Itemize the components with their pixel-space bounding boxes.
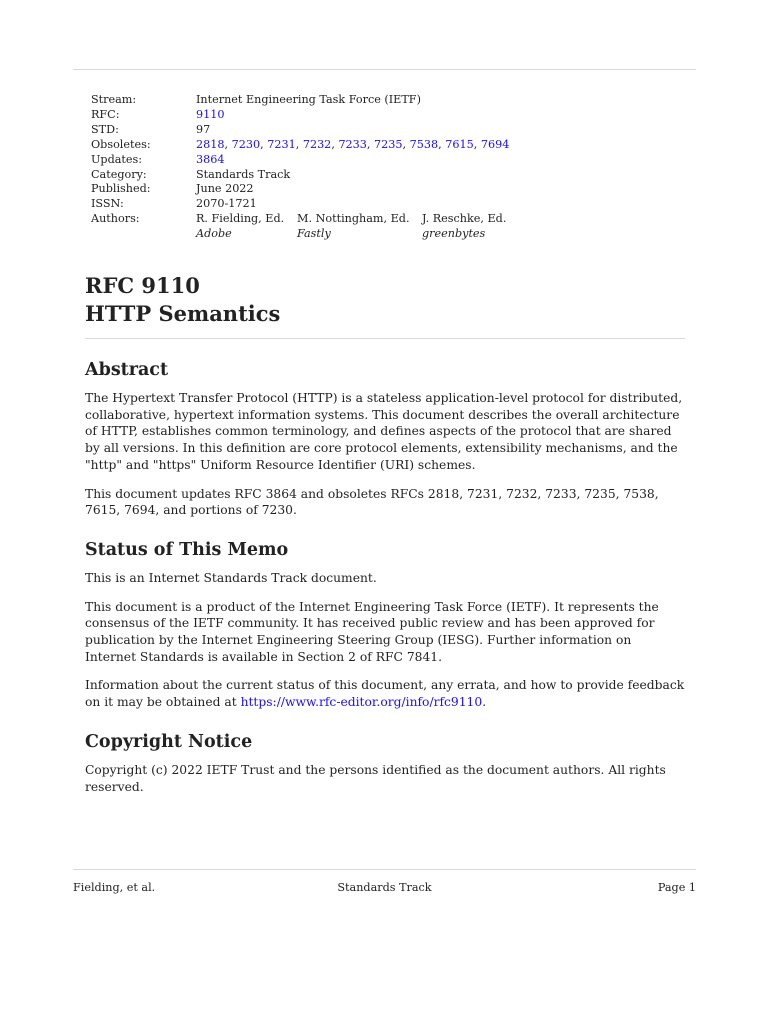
obsoletes-link[interactable]: 7235 [374, 137, 403, 151]
document-metadata [91, 93, 542, 242]
meta-value-published: June 2022 [196, 182, 254, 196]
meta-authors [91, 212, 542, 242]
obsoletes-link[interactable]: 7615 [445, 137, 474, 151]
author [196, 212, 297, 242]
author-organization: greenbytes [422, 227, 486, 241]
meta-key-authors: Authors: [91, 212, 140, 226]
footer-page-number: Page 1 [657, 881, 696, 894]
author-name: J. Reschke, Ed. [422, 212, 507, 226]
meta-obsoletes [91, 138, 542, 153]
obsoletes-list: 2818, 7230, 7231, 7232, 7233, 7235, 7538, 7615, 7694 [196, 137, 510, 151]
obsoletes-link[interactable]: 7694 [480, 137, 510, 151]
obsoletes-link[interactable]: 7538 [409, 137, 439, 151]
author [297, 212, 422, 242]
obsoletes-link[interactable]: 7230 [231, 137, 261, 151]
obsoletes-link[interactable]: 7233 [338, 137, 367, 151]
obsoletes-link[interactable]: 2818 [196, 137, 225, 151]
meta-key-category: Category: [91, 167, 147, 181]
author-name: M. Nottingham, Ed. [297, 212, 410, 226]
meta-key-obsoletes: Obsoletes: [91, 137, 151, 151]
meta-issn [91, 197, 542, 212]
meta-value-stream: Internet Engineering Task Force (IETF) [196, 93, 421, 106]
meta-key-issn: ISSN: [91, 197, 124, 211]
meta-rfc [91, 108, 542, 123]
meta-key-rfc: RFC: [91, 107, 120, 121]
obsoletes-link[interactable]: 7231 [267, 137, 296, 151]
status-text: Information about the current status of this document, any errata, and how to provide feedback on it may be obtained at [85, 678, 685, 710]
author-name: R. Fielding, Ed. [196, 212, 285, 226]
copyright-paragraph: Copyright (c) 2022 IETF Trust and the persons identified as the document authors. All rights reserved. [85, 762, 666, 794]
page-title [85, 272, 685, 339]
top-rule [73, 69, 696, 70]
abstract-paragraph: This document updates RFC 3864 and obsoletes RFCs 2818, 7231, 7232, 7233, 7235, 7538, 7615, 7694, and portions of 7230. [85, 486, 659, 518]
abstract-heading: Abstract [85, 360, 169, 380]
meta-updates [91, 153, 542, 168]
document-body [85, 272, 685, 807]
rfc-editor-info-link[interactable]: https://www.rfc-editor.org/info/rfc9110 [240, 695, 483, 710]
meta-value-std: 97 [196, 122, 211, 136]
status-paragraph [85, 677, 685, 710]
copyright-heading: Copyright Notice [85, 731, 253, 752]
author-list [196, 212, 542, 242]
footer-rule [73, 869, 696, 870]
meta-stream [91, 93, 542, 108]
obsoletes-link[interactable]: 7232 [302, 137, 332, 151]
meta-key-updates: Updates: [91, 152, 143, 166]
meta-value-issn: 2070-1721 [196, 197, 257, 211]
rfc-number-link[interactable]: 9110 [196, 107, 225, 121]
status-paragraph: This is an Internet Standards Track document. [85, 570, 377, 585]
meta-key-std: STD: [91, 122, 119, 136]
status-paragraph: This document is a product of the Internet Engineering Task Force (IETF). It represents the consensus of the IETF community. It has received public review and has been approved for publication by the Internet Engineering Steering Group (IESG). Further information on Internet Standards is available in Section 2 of RFC 7841. [85, 599, 659, 664]
status-text-end: . [482, 695, 487, 710]
meta-key-published: Published: [91, 182, 151, 196]
author [422, 212, 542, 242]
status-heading: Status of This Memo [85, 539, 289, 560]
footer-category: Standards Track [337, 881, 432, 894]
footer-authors: Fielding, et al. [73, 881, 156, 894]
author-organization: Adobe [196, 227, 232, 241]
updates-link[interactable]: 3864 [196, 152, 225, 166]
meta-published [91, 182, 542, 197]
meta-value-category: Standards Track [196, 167, 291, 181]
meta-key-stream: Stream: [91, 93, 137, 106]
rfc-title-number: RFC 9110 [85, 273, 200, 298]
rfc-title-name: HTTP Semantics [85, 301, 281, 326]
meta-std [91, 123, 542, 138]
meta-category [91, 168, 542, 183]
author-organization: Fastly [297, 227, 331, 241]
abstract-paragraph: The Hypertext Transfer Protocol (HTTP) is a stateless application-level protocol for distributed, collaborative, hypertext information systems. This document describes the overall architecture of HTTP, establishes common terminology, and defines aspects of the protocol that are shared by all versions. In this definition are core protocol elements, extensibility mechanisms, and the "http" and "https" Uniform Resource Identifier (URI) schemes. [85, 391, 683, 472]
